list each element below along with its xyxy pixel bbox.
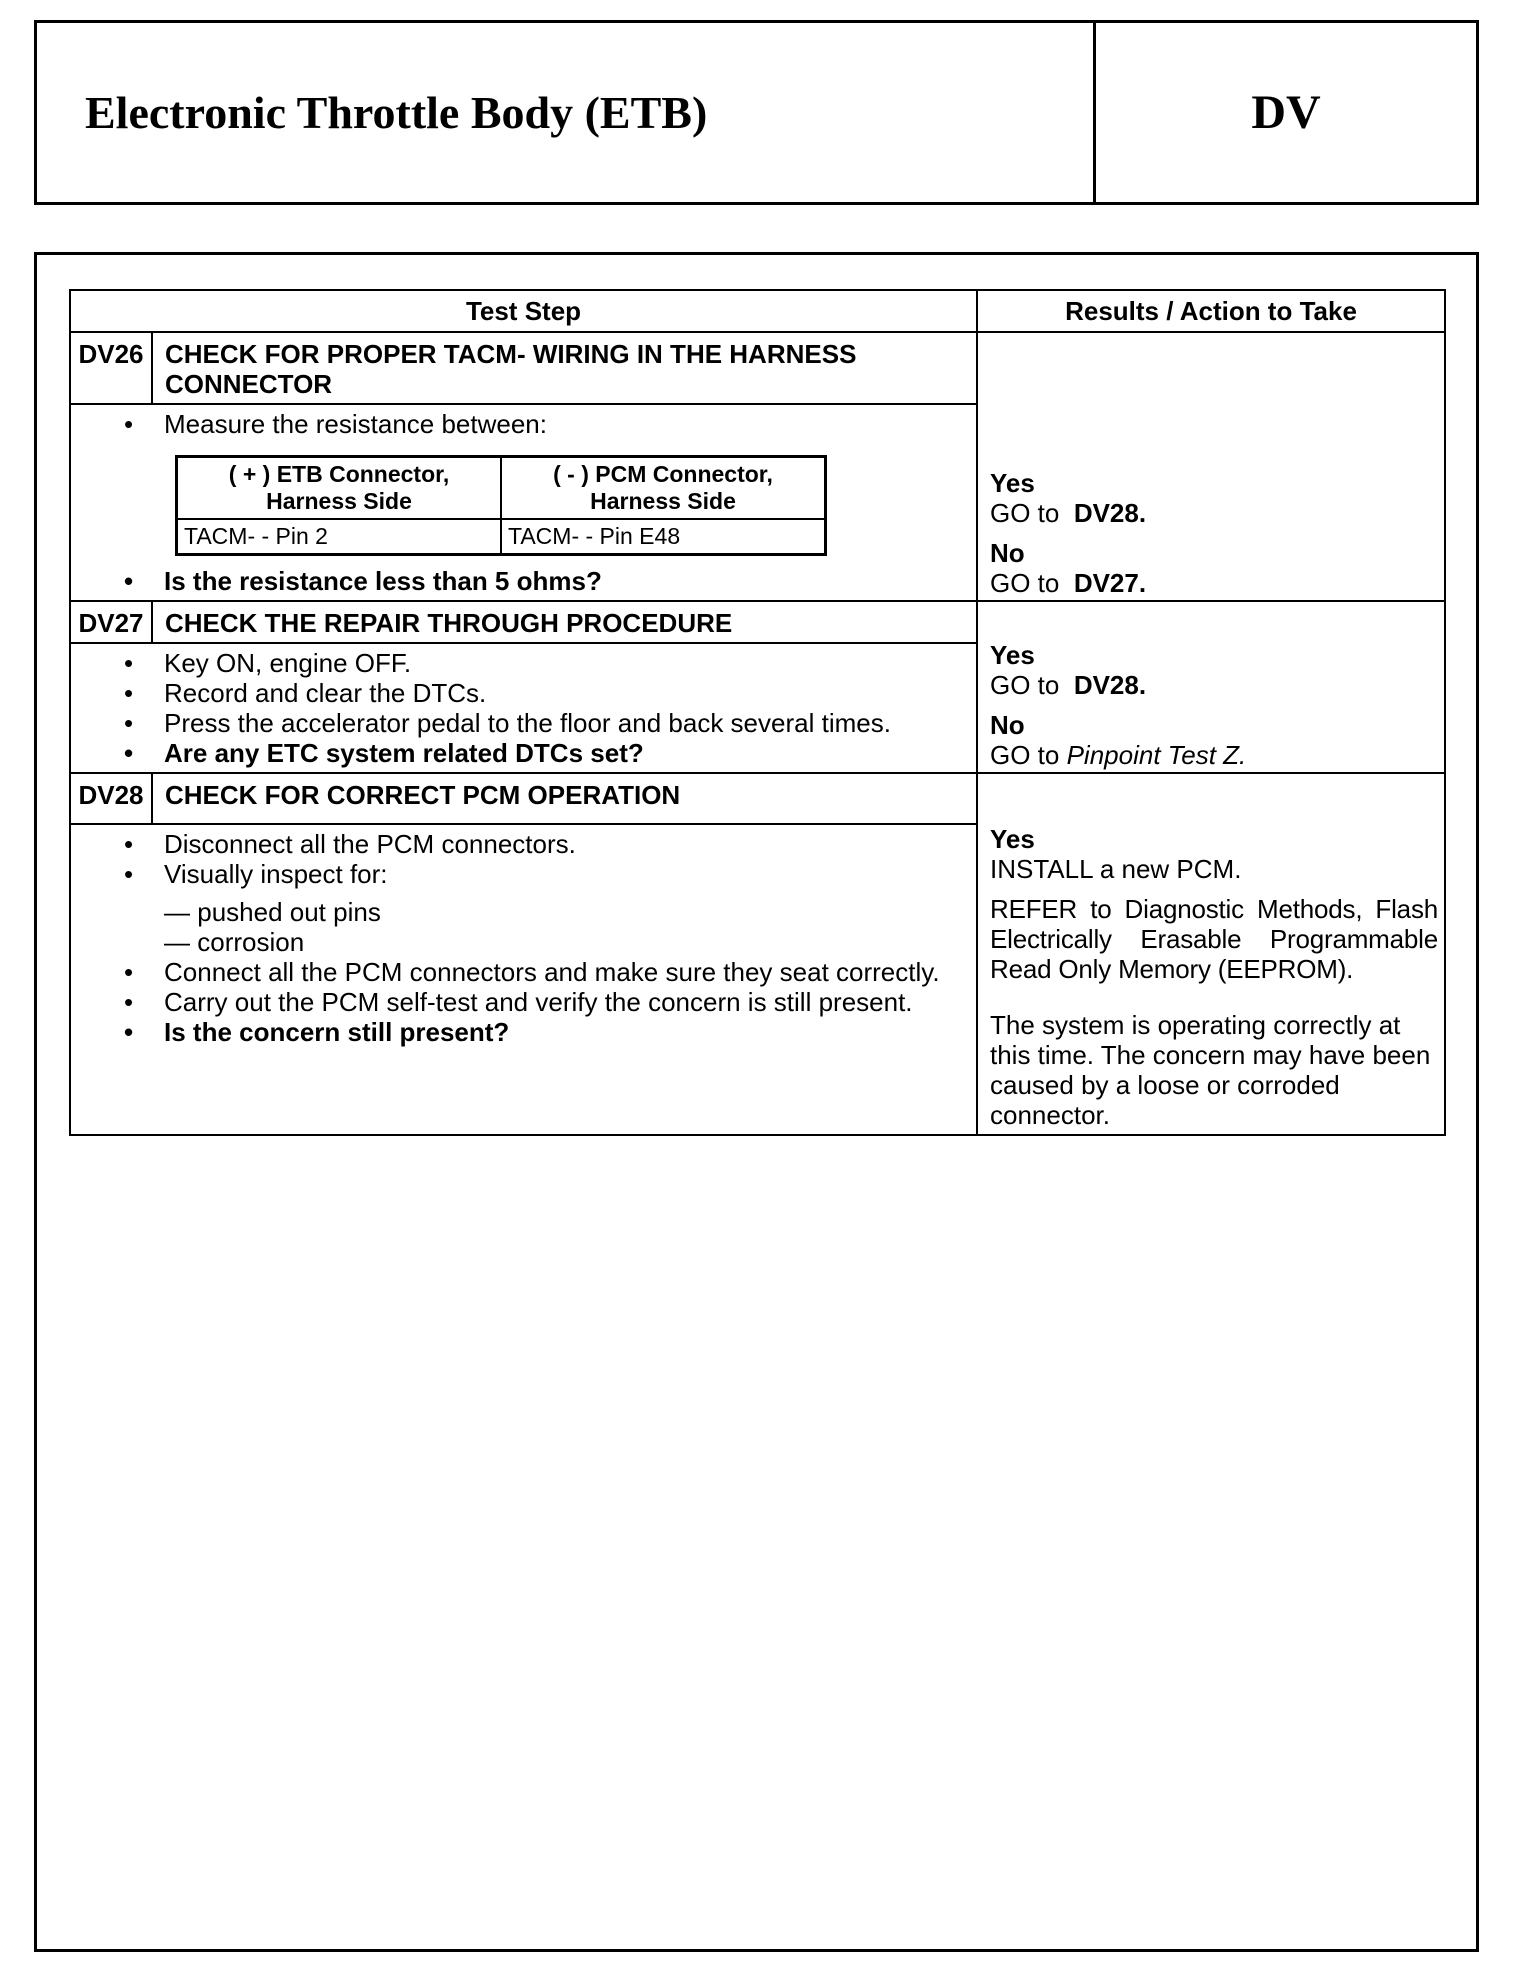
step-title: CHECK FOR CORRECT PCM OPERATION	[152, 773, 977, 824]
yes-action: INSTALL a new PCM.	[990, 854, 1242, 884]
table-header-row	[70, 290, 1445, 332]
step-title: CHECK FOR PROPER TACM- WIRING IN THE HARNESS CONNECTOR	[152, 332, 977, 404]
step-dv26-body	[70, 404, 977, 601]
step-code: DV27	[70, 601, 152, 643]
step-bullet: • Record and clear the DTCs.	[164, 678, 966, 708]
step-dv26-title-row	[70, 332, 1445, 404]
step-dv26-results	[977, 332, 1445, 601]
goto-text: GO to	[990, 498, 1060, 528]
step-title: CHECK THE REPAIR THROUGH PROCEDURE	[152, 601, 977, 643]
connector-header-minus: ( - ) PCM Connector, Harness Side	[501, 457, 826, 520]
inspection-list	[71, 897, 966, 957]
connector-table	[175, 455, 827, 556]
step-dv28-title-row	[70, 773, 1445, 824]
page-header	[34, 20, 1479, 205]
pinpoint-test-table	[69, 289, 1446, 1136]
refer-text: REFER to Diagnostic Methods, Flash Electrically Erasable Programmable Read Only Memory (EEPROM).	[990, 894, 1438, 984]
step-bullet: • Key ON, engine OFF.	[164, 648, 966, 678]
inspection-item: — pushed out pins	[164, 897, 966, 927]
yes-label: Yes	[990, 824, 1035, 854]
step-dv27-body	[70, 643, 977, 773]
goto-text: GO to	[990, 740, 1060, 770]
results-header: Results / Action to Take	[977, 290, 1445, 332]
yes-action	[990, 670, 1438, 700]
step-bullet: • Carry out the PCM self-test and verify the concern is still present.	[164, 987, 966, 1017]
step-question: • Is the concern still present?	[164, 1017, 966, 1047]
yes-action	[990, 498, 1438, 528]
inspection-item: — corrosion	[164, 927, 966, 957]
no-label: No	[990, 710, 1025, 740]
goto-link[interactable]: DV28.	[1073, 670, 1147, 700]
step-dv27-title-row	[70, 601, 1445, 643]
no-action	[990, 568, 1438, 598]
step-bullet: • Disconnect all the PCM connectors.	[164, 829, 966, 859]
connector-header-plus: ( + ) ETB Connector, Harness Side	[177, 457, 502, 520]
connector-pin-plus: TACM- - Pin 2	[177, 519, 502, 555]
test-content-frame	[34, 252, 1479, 1952]
step-question: • Is the resistance less than 5 ohms?	[164, 566, 966, 596]
no-label: No	[990, 538, 1025, 568]
step-bullet: • Press the accelerator pedal to the floor and back several times.	[164, 708, 966, 738]
goto-link[interactable]: DV28.	[1073, 498, 1147, 528]
connector-pin-minus: TACM- - Pin E48	[501, 519, 826, 555]
goto-text: GO to	[990, 568, 1060, 598]
step-dv27-results	[977, 601, 1445, 773]
step-dv28-results	[977, 773, 1445, 1135]
step-question: • Are any ETC system related DTCs set?	[164, 738, 966, 768]
page-title: Electronic Throttle Body (ETB)	[37, 23, 1096, 202]
step-dv28-body	[70, 824, 977, 1135]
step-bullet: • Connect all the PCM connectors and make sure they seat correctly.	[164, 957, 966, 987]
step-bullet: • Visually inspect for:	[164, 859, 966, 889]
step-code: DV26	[70, 332, 152, 404]
yes-label: Yes	[990, 640, 1035, 670]
goto-text: GO to	[990, 670, 1060, 700]
no-result-text: The system is operating correctly at this time. The concern may have been caused by a loose or corroded connector.	[990, 1010, 1431, 1130]
no-action	[990, 740, 1438, 770]
section-code: DV	[1251, 86, 1321, 139]
step-bullet: • Measure the resistance between:	[164, 409, 966, 439]
step-code: DV28	[70, 773, 152, 824]
goto-link[interactable]: Pinpoint Test Z.	[1066, 740, 1247, 770]
goto-link[interactable]: DV27.	[1073, 568, 1147, 598]
yes-label: Yes	[990, 468, 1035, 498]
test-step-header: Test Step	[70, 290, 977, 332]
